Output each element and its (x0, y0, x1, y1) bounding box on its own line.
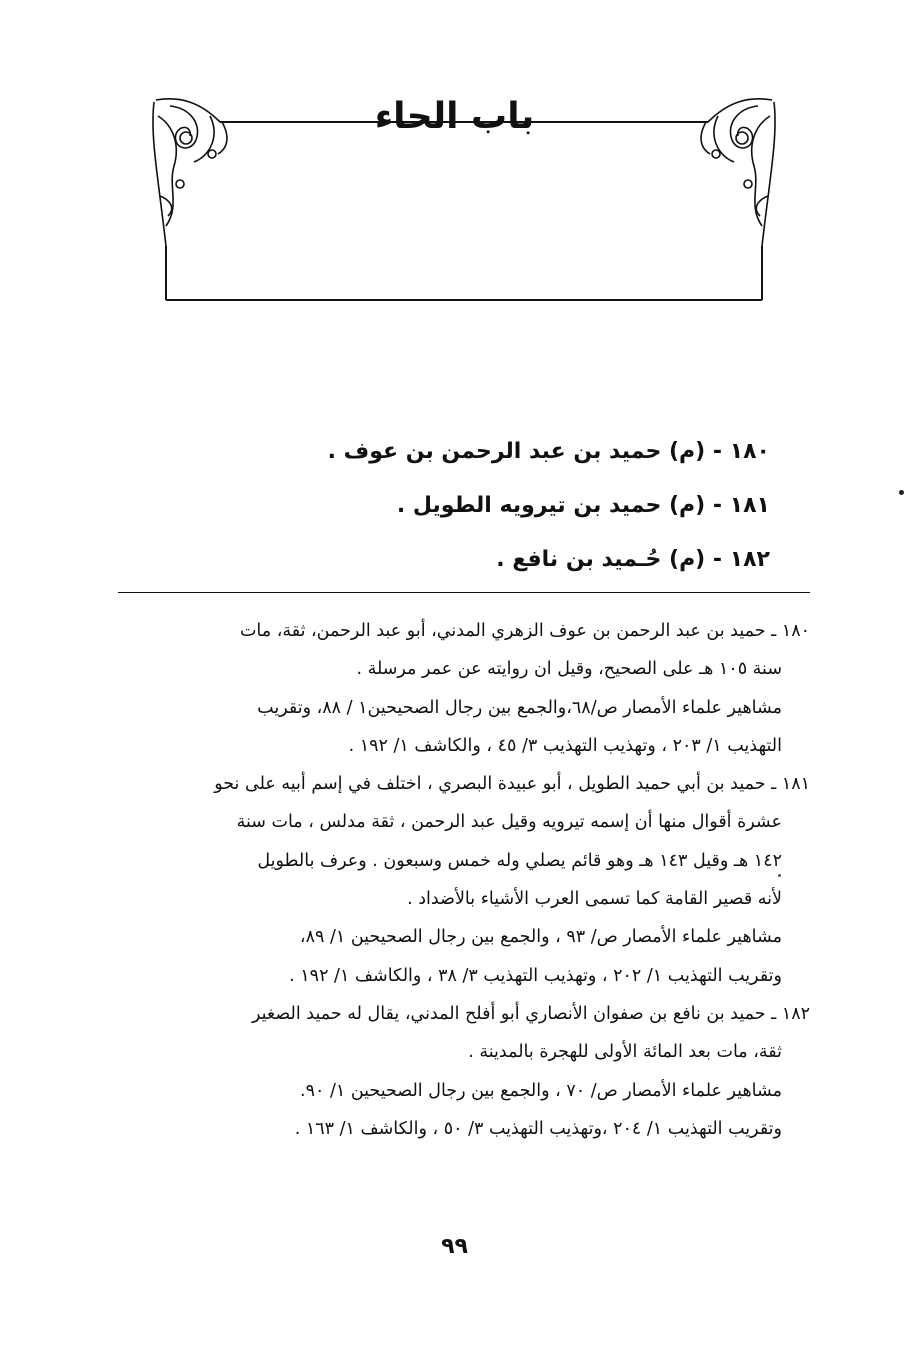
footnote-line: لأنه قصير القامة كما تسمى العرب الأشياء بالأضداد . (407, 889, 782, 910)
footnote-divider (118, 592, 810, 593)
footnote-line: ١٨١ ـ حميد بن أبي حميد الطويل ، أبو عبيدة البصري ، اختلف في إسم أبيه على نحو (214, 774, 810, 795)
page-number: ٩٩ (441, 1234, 468, 1259)
entry-item: ١٨١ - (م) حميد بن تيرويه الطويل . (396, 493, 770, 518)
footnote-line: وتقريب التهذيب ١/ ٢٠٢ ، وتهذيب التهذيب ٣/ ٣٨ ، والكاشف ١/ ١٩٢ . (289, 965, 782, 986)
footnote-line: وتقريب التهذيب ١/ ٢٠٤ ،وتهذيب التهذيب ٣/ ٥٠ ، والكاشف ١/ ١٦٣ . (294, 1118, 782, 1139)
scan-artifact (778, 874, 781, 877)
footnote-line: ١٤٢ هـ وقيل ١٤٣ هـ وهو قائم يصلي وله خمس وسبعون . وعرف بالطويل (257, 850, 782, 871)
footnote-line: مشاهير علماء الأمصار ص/٦٨،والجمع بين رجال الصحيحين١ / ٨٨، وتقريب (257, 697, 782, 718)
entry-item: ١٨٢ - (م) حُـميد بن نافع . (496, 547, 770, 572)
entry-list (120, 425, 770, 587)
footnote-line: التهذيب ١/ ٢٠٣ ، وتهذيب التهذيب ٣/ ٤٥ ، والكاشف ١/ ١٩٢ . (348, 735, 782, 756)
footnote-line: ١٨٠ ـ حميد بن عبد الرحمن بن عوف الزهري المدني، أبو عبد الرحمن، ثقة، مات (239, 621, 810, 641)
footnote-line: ثقة، مات بعد المائة الأولى للهجرة بالمدينة . (468, 1042, 782, 1063)
footnote-line: ١٨٢ ـ حميد بن نافع بن صفوان الأنصاري أبو أفلح المدني، يقال له حميد الصغير (251, 1003, 810, 1024)
entry-item: ١٨٠ - (م) حميد بن عبد الرحمن بن عوف . (327, 439, 770, 464)
footnote-line: عشرة أقوال منها أن إسمه تيرويه وقيل عبد الرحمن ، ثقة مدلس ، مات سنة (236, 812, 782, 833)
chapter-title: باب الحاء (374, 96, 535, 137)
footnote-line: سنة ١٠٥ هـ على الصحيح، وقيل ان روايته عن عمر مرسلة . (356, 659, 782, 680)
scan-artifact (899, 490, 904, 495)
footnotes (116, 612, 810, 1148)
footnote-line: مشاهير علماء الأمصار ص/ ٩٣ ، والجمع بين رجال الصحيحين ١/ ٨٩، (299, 927, 782, 948)
footnote-line: مشاهير علماء الأمصار ص/ ٧٠ ، والجمع بين رجال الصحيحين ١/ ٩٠. (300, 1080, 782, 1101)
